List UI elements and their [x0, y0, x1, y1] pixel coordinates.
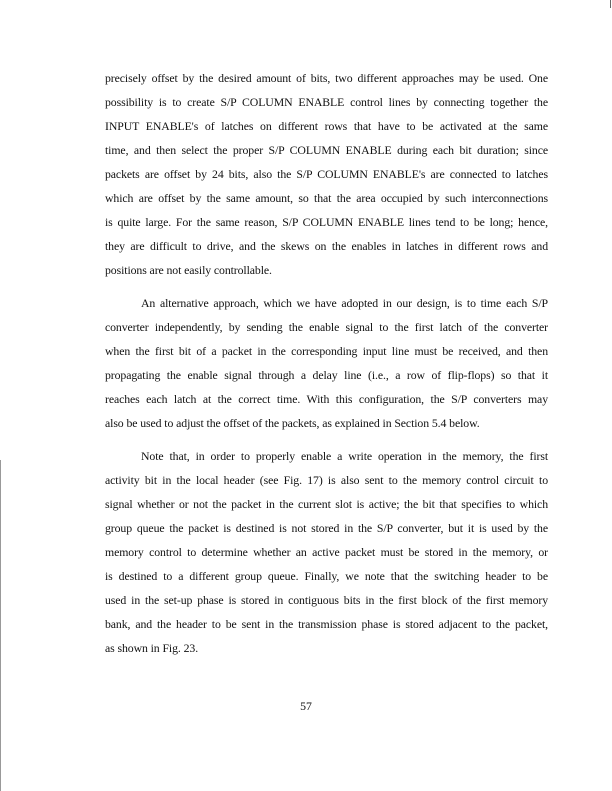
text-line: Note that, in order to properly enable a write operation in the memory, the first [141, 449, 548, 463]
text-line: reaches each latch at the correct time. With this configuration, the S/P converters may [105, 392, 548, 406]
text-line: activity bit in the local header (see Fig. 17) is also sent to the memory control circuit to [105, 473, 548, 487]
text-line: used in the set-up phase is stored in contiguous bits in the first block of the first memory [105, 593, 548, 607]
text-line: which are offset by the same amount, so that the area occupied by such interconnections [105, 191, 548, 205]
text-line: bank, and the header to be sent in the transmission phase is stored adjacent to the packet, [105, 617, 548, 631]
text-line: is quite large. For the same reason, S/P COLUMN ENABLE lines tend to be long; hence, [105, 215, 548, 229]
scan-edge-mark [0, 460, 1, 791]
text-line: positions are not easily controllable. [105, 263, 272, 277]
text-line: time, and then select the proper S/P COLUMN ENABLE during each bit duration; since [105, 143, 548, 157]
paragraph-2 [105, 291, 548, 435]
text-line: they are difficult to drive, and the skews on the enables in latches in different rows and [105, 239, 548, 253]
text-line: possibility is to create S/P COLUMN ENABLE control lines by connecting together the [105, 95, 548, 109]
text-line: also be used to adjust the offset of the packets, as explained in Section 5.4 below. [105, 416, 480, 430]
text-line: INPUT ENABLE's of latches on different rows that have to be activated at the same [105, 119, 548, 133]
scan-edge-mark [610, 0, 611, 8]
text-line: precisely offset by the desired amount of bits, two different approaches may be used. One [105, 71, 548, 85]
paragraph-1 [105, 66, 548, 282]
text-line: signal whether or not the packet in the current slot is active; the bit that specifies to which [105, 497, 548, 511]
page-number: 57 [300, 699, 312, 713]
text-line: converter independently, by sending the enable signal to the first latch of the converter [105, 320, 548, 334]
text-line: when the first bit of a packet in the corresponding input line must be received, and then [105, 344, 548, 358]
text-line: packets are offset by 24 bits, also the S/P COLUMN ENABLE's are connected to latches [105, 167, 548, 181]
text-line: group queue the packet is destined is not stored in the S/P converter, but it is used by the [105, 521, 548, 535]
text-line: is destined to a different group queue. Finally, we note that the switching header to be [105, 569, 548, 583]
text-line: propagating the enable signal through a delay line (i.e., a row of flip-flops) so that it [105, 368, 548, 382]
text-line: An alternative approach, which we have adopted in our design, is to time each S/P [141, 296, 548, 310]
text-line: as shown in Fig. 23. [105, 641, 199, 655]
paragraph-3 [105, 444, 548, 660]
text-line: memory control to determine whether an active packet must be stored in the memory, or [105, 545, 548, 559]
